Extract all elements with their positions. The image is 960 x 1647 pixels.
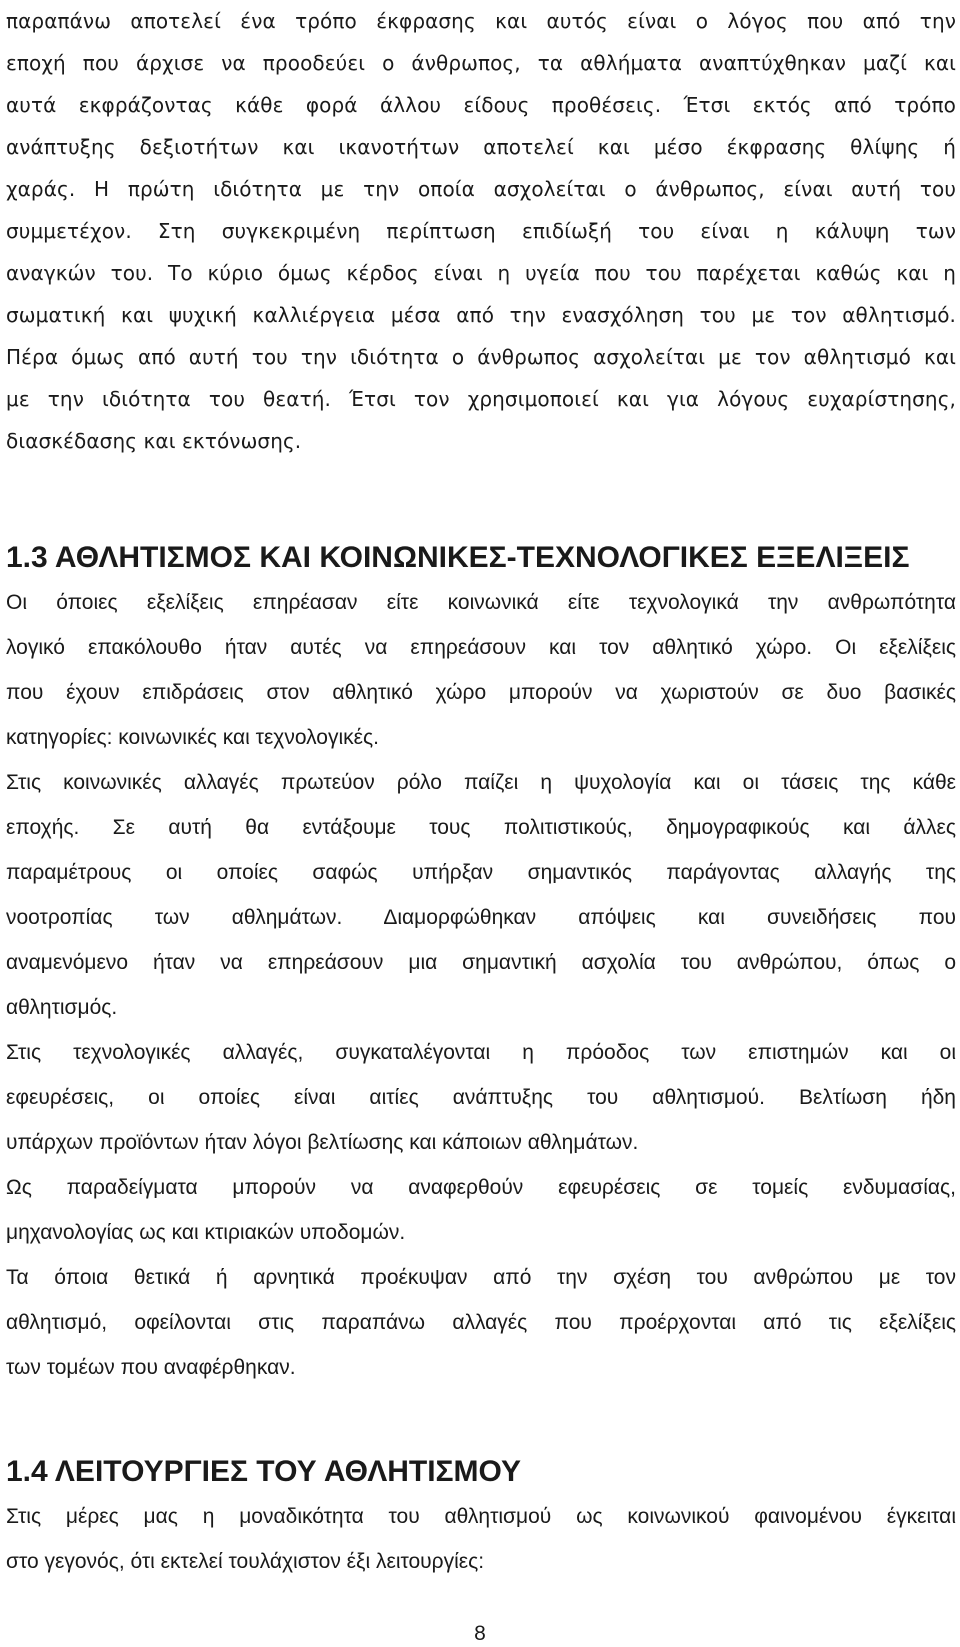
text-line: Τα όποια θετικά ή αρνητικά προέκυψαν από την σχέση του ανθρώπου με τον (6, 1266, 956, 1289)
text-line: λογικό επακόλουθο ήταν αυτές να επηρεάσουν και τον αθλητικό χώρο. Οι εξελίξεις (6, 636, 956, 659)
text-line: αθλητισμός. (6, 996, 118, 1019)
text-line: των τομέων που αναφέρθηκαν. (6, 1356, 296, 1379)
section-1-3-body (6, 580, 956, 1390)
page-content (6, 0, 956, 1584)
text-line: παραπάνω αποτελεί ένα τρόπο έκφρασης και αυτός είναι ο λόγος που από την (6, 9, 956, 33)
text-line: που έχουν επιδράσεις στον αθλητικό χώρο μπορούν να χωριστούν σε δυο βασικές (6, 681, 956, 704)
text-line: εποχή που άρχισε να προοδεύει ο άνθρωπος, τα αθλήματα αναπτύχθηκαν μαζί και (6, 51, 956, 75)
text-line: αυτά εκφράζοντας κάθε φορά άλλου είδους προθέσεις. Έτσι εκτός από τρόπο (6, 93, 956, 117)
text-line: χαράς. Η πρώτη ιδιότητα με την οποία ασχολείται ο άνθρωπος, είναι αυτή του (6, 177, 956, 201)
text-line: αναμενόμενο ήταν να επηρεάσουν μια σημαντική ασχολία του ανθρώπου, όπως ο (6, 951, 956, 974)
text-line: με την ιδιότητα του θεατή. Έτσι τον χρησιμοποιεί και για λόγους ευχαρίστησης, (6, 387, 956, 411)
text-line: Στις τεχνολογικές αλλαγές, συγκαταλέγονται η πρόοδος των επιστημών και οι (6, 1041, 956, 1064)
page-number: 8 (474, 1622, 486, 1645)
text-line: στο γεγονός, ότι εκτελεί τουλάχιστον έξι λειτουργίες: (6, 1550, 485, 1573)
text-line: αναγκών του. Το κύριο όμως κέρδος είναι η υγεία που του παρέχεται καθώς και η (6, 261, 956, 285)
section-heading-1-4: 1.4 ΛΕΙΤΟΥΡΓΙΕΣ ΤΟΥ ΑΘΛΗΤΙΣΜΟΥ (6, 1455, 522, 1488)
text-line: μηχανολογίας ως και κτιριακών υποδομών. (6, 1221, 406, 1244)
text-line: κατηγορίες: κοινωνικές και τεχνολογικές. (6, 726, 379, 749)
text-line: Στις μέρες μας η μοναδικότητα του αθλητισμού ως κοινωνικού φαινομένου έγκειται (6, 1505, 956, 1528)
section-heading-1-3: 1.3 ΑΘΛΗΤΙΣΜΟΣ ΚΑΙ ΚΟΙΝΩΝΙΚΕΣ-ΤΕΧΝΟΛΟΓΙΚΕΣ ΕΞΕΛΙΞΕΙΣ (6, 541, 910, 574)
text-line: υπάρχων προϊόντων ήταν λόγοι βελτίωσης και κάποιων αθλημάτων. (6, 1131, 639, 1154)
text-line: εποχής. Σε αυτή θα εντάξουμε τους πολιτιστικούς, δημογραφικούς και άλλες (6, 816, 956, 839)
text-line: παραμέτρους οι οποίες σαφώς υπήρξαν σημαντικός παράγοντας αλλαγής της (6, 861, 956, 884)
text-line: Οι όποιες εξελίξεις επηρέασαν είτε κοινωνικά είτε τεχνολογικά την ανθρωπότητα (6, 591, 956, 614)
text-line: ανάπτυξης δεξιοτήτων και ικανοτήτων αποτελεί και μέσο έκφρασης θλίψης ή (6, 135, 956, 159)
text-line: Ως παραδείγματα μπορούν να αναφερθούν εφευρέσεις σε τομείς ενδυμασίας, (6, 1176, 956, 1199)
text-line: συμμετέχον. Στη συγκεκριμένη περίπτωση επιδίωξή του είναι η κάλυψη των (6, 219, 956, 243)
text-line: διασκέδασης και εκτόνωσης. (6, 429, 302, 453)
text-line: Πέρα όμως από αυτή του την ιδιότητα ο άνθρωπος ασχολείται με τον αθλητισμό και (6, 345, 956, 369)
text-line: Στις κοινωνικές αλλαγές πρωτεύον ρόλο παίζει η ψυχολογία και οι τάσεις της κάθε (6, 771, 956, 794)
text-line: σωματική και ψυχική καλλιέργεια μέσα από την ενασχόληση του με τον αθλητισμό. (6, 303, 956, 327)
text-line: νοοτροπίας των αθλημάτων. Διαμορφώθηκαν απόψεις και συνειδήσεις που (6, 906, 956, 929)
section-1-4-body (6, 1494, 956, 1584)
text-line: εφευρέσεις, οι οποίες είναι αιτίες ανάπτυξης του αθλητισμού. Βελτίωση ήδη (6, 1086, 956, 1109)
text-line: αθλητισμό, οφείλονται στις παραπάνω αλλαγές που προέρχονται από τις εξελίξεις (6, 1311, 956, 1334)
intro-paragraph (6, 0, 956, 462)
